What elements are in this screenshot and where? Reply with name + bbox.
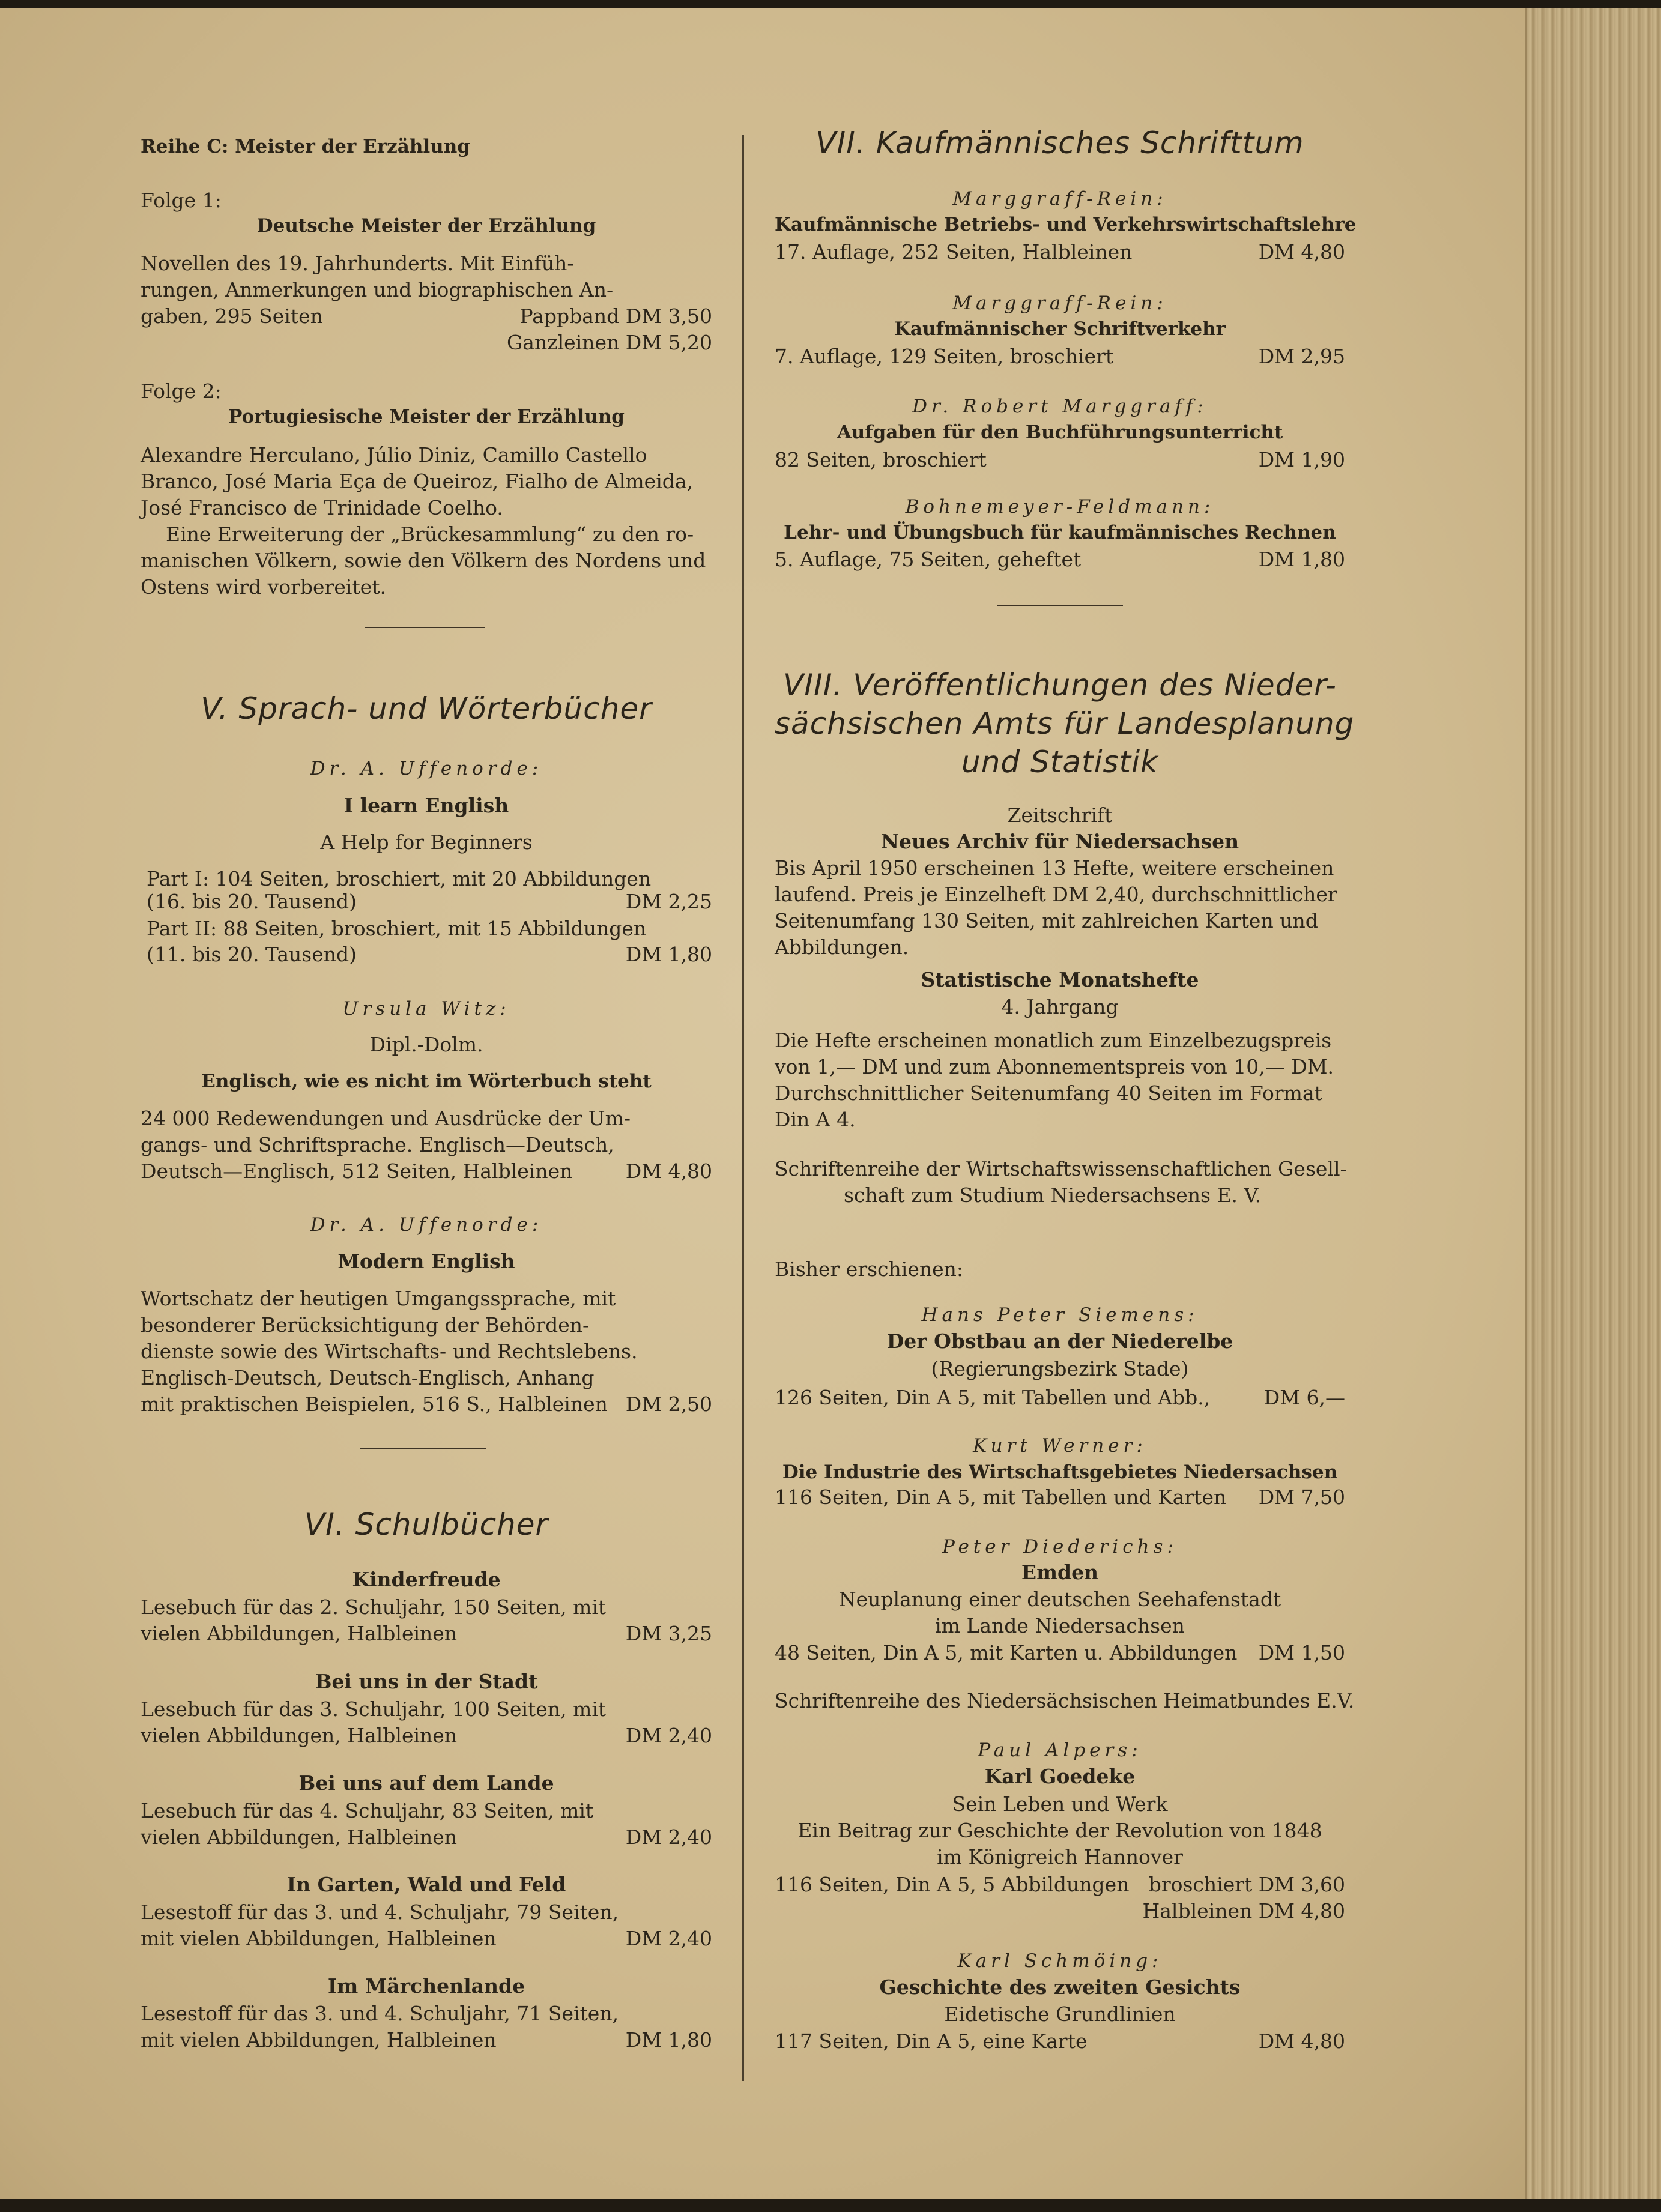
- book-subtitle: Eidetische Grundlinien: [944, 2002, 1176, 2026]
- archiv-line: Abbildungen.: [775, 935, 909, 959]
- reihe-c-heading: Reihe C: Meister der Erzählung: [141, 136, 470, 157]
- separator-rule: [365, 627, 485, 628]
- school-book-info: Lesebuch für das 3. Schuljahr, 100 Seiten, mit: [141, 1697, 607, 1721]
- folge1-title: Deutsche Meister der Erzählung: [256, 215, 596, 237]
- book-price: DM 1,50: [1258, 1641, 1345, 1664]
- book-title: Emden: [1021, 1561, 1099, 1584]
- author-line: Dr. Robert Marggraff:: [912, 396, 1208, 417]
- folge2-label: Folge 2:: [141, 379, 222, 403]
- book-title: Die Industrie des Wirtschaftsgebietes Niedersachsen: [782, 1461, 1338, 1483]
- book-info: 17. Auflage, 252 Seiten, Halbleinen: [775, 240, 1133, 264]
- book-price: DM 1,90: [1258, 448, 1345, 471]
- heimatbund-line: Schriftenreihe des Niedersächsischen Heimatbundes E.V.: [775, 1689, 1355, 1712]
- folge2-line: Branco, José Maria Eça de Queiroz, Fialho de Almeida,: [141, 470, 694, 493]
- book-info: Deutsch—Englisch, 512 Seiten, Halbleinen: [141, 1159, 573, 1183]
- book-title: Lehr- und Übungsbuch für kaufmännisches Rechnen: [784, 522, 1336, 543]
- book-subtitle: im Lande Niedersachsen: [935, 1614, 1185, 1637]
- author-line: Karl Schmöing:: [957, 1950, 1163, 1972]
- book-price: DM 2,50: [625, 1392, 712, 1416]
- section-heading: VIII. Veröffentlichungen des Nieder-: [783, 668, 1337, 703]
- school-book-price: DM 3,25: [625, 1622, 712, 1645]
- book-subtitle: (Regierungsbezirk Stade): [931, 1357, 1189, 1380]
- folge1-line: rungen, Anmerkungen und biographischen An-: [141, 278, 614, 301]
- zeitschrift-label: Zeitschrift: [1007, 803, 1113, 827]
- schriftenreihe-line: schaft zum Studium Niedersachsens E. V.: [844, 1183, 1262, 1207]
- school-book-info: vielen Abbildungen, Halbleinen: [141, 1724, 458, 1747]
- book-info: mit praktischen Beispielen, 516 S., Halbleinen: [141, 1392, 608, 1416]
- book-info: 126 Seiten, Din A 5, mit Tabellen und Abb.,: [775, 1386, 1211, 1409]
- school-book-title: Im Märchenlande: [327, 1974, 525, 1998]
- book-price: DM 7,50: [1258, 1485, 1345, 1509]
- book-subtitle: Ein Beitrag zur Geschichte der Revolution von 1848: [797, 1819, 1322, 1842]
- book-price: DM 6,—: [1263, 1386, 1345, 1409]
- folge2-line: Ostens wird vorbereitet.: [141, 575, 386, 599]
- folge2-line: José Francisco de Trinidade Coelho.: [141, 496, 503, 519]
- book-info: 7. Auflage, 129 Seiten, broschiert: [775, 345, 1114, 368]
- school-book-title: Bei uns auf dem Lande: [298, 1771, 554, 1795]
- book-price: DM 2,95: [1258, 345, 1345, 368]
- author-line: Kurt Werner:: [973, 1435, 1147, 1457]
- school-book-price: DM 2,40: [625, 1724, 712, 1747]
- book-info: (11. bis 20. Tausend): [147, 943, 357, 966]
- folge2-line: manischen Völkern, sowie den Völkern des Nordens und: [141, 549, 706, 572]
- book-price: DM 4,80: [1258, 2029, 1345, 2053]
- book-info: Wortschatz der heutigen Umgangssprache, mit: [141, 1287, 616, 1310]
- author-line: Ursula Witz:: [342, 998, 510, 1020]
- book-info: 82 Seiten, broschiert: [775, 448, 987, 471]
- folge2-line: Eine Erweiterung der „Brückesammlung“ zu den ro-: [166, 522, 694, 546]
- archiv-line: Seitenumfang 130 Seiten, mit zahlreichen Karten und: [775, 909, 1318, 932]
- monats-line: Din A 4.: [775, 1108, 856, 1131]
- book-price: Halbleinen DM 4,80: [1142, 1899, 1345, 1923]
- scan-border-top: [0, 0, 1661, 8]
- separator-rule: [360, 1448, 486, 1449]
- school-book-title: Bei uns in der Stadt: [315, 1670, 538, 1693]
- school-book-info: Lesestoff für das 3. und 4. Schuljahr, 79 Seiten,: [141, 1900, 619, 1924]
- author-line: Bohnemeyer-Feldmann:: [905, 496, 1215, 518]
- column-divider: [742, 135, 744, 2081]
- folge1-price-pappband: Pappband DM 3,50: [519, 304, 712, 328]
- school-book-info: mit vielen Abbildungen, Halbleinen: [141, 1927, 497, 1950]
- book-title: Englisch, wie es nicht im Wörterbuch steht: [201, 1071, 652, 1092]
- book-subtitle: A Help for Beginners: [320, 830, 533, 854]
- school-book-title: In Garten, Wald und Feld: [286, 1873, 566, 1896]
- archiv-line: laufend. Preis je Einzelheft DM 2,40, durchschnittlicher: [775, 883, 1337, 906]
- school-book-title: Kinderfreude: [352, 1568, 501, 1591]
- book-title: I learn English: [343, 794, 509, 817]
- page-stack-edge: [1525, 0, 1661, 2212]
- book-info: Part II: 88 Seiten, broschiert, mit 15 Abbildungen: [147, 917, 647, 940]
- book-info: 116 Seiten, Din A 5, mit Tabellen und Karten: [775, 1485, 1227, 1509]
- section-heading: V. Sprach- und Wörterbücher: [201, 691, 652, 726]
- book-info: 117 Seiten, Din A 5, eine Karte: [775, 2029, 1088, 2053]
- author-line: Hans Peter Siemens:: [921, 1304, 1199, 1326]
- folge1-price-ganzleinen: Ganzleinen DM 5,20: [506, 331, 712, 354]
- book-subtitle: Neuplanung einer deutschen Seehafenstadt: [838, 1588, 1281, 1611]
- book-subtitle: Dipl.-Dolm.: [369, 1033, 483, 1056]
- author-line: Marggraff-Rein:: [952, 292, 1167, 314]
- author-line: Paul Alpers:: [978, 1739, 1142, 1761]
- book-title: Aufgaben für den Buchführungsunterricht: [837, 422, 1283, 443]
- bisher-label: Bisher erschienen:: [775, 1257, 963, 1281]
- section-heading: VII. Kaufmännisches Schrifttum: [815, 125, 1304, 160]
- school-book-info: Lesestoff für das 3. und 4. Schuljahr, 71 Seiten,: [141, 2002, 619, 2025]
- folge2-title: Portugiesische Meister der Erzählung: [228, 406, 625, 428]
- book-info: besonderer Berücksichtigung der Behörden-: [141, 1313, 590, 1337]
- book-info: Englisch-Deutsch, Deutsch-Englisch, Anhang: [141, 1366, 595, 1389]
- folge1-line: Novellen des 19. Jahrhunderts. Mit Einfüh-: [141, 252, 574, 275]
- archiv-line: Bis April 1950 erscheinen 13 Hefte, weitere erscheinen: [775, 856, 1334, 880]
- book-info: (16. bis 20. Tausend): [147, 890, 357, 913]
- book-info: dienste sowie des Wirtschafts- und Rechtslebens.: [141, 1340, 638, 1363]
- section-heading: VI. Schulbücher: [304, 1507, 549, 1542]
- book-price: DM 4,80: [625, 1159, 712, 1183]
- book-info: 5. Auflage, 75 Seiten, geheftet: [775, 548, 1082, 571]
- book-price: DM 1,80: [1258, 548, 1345, 571]
- monats-line: Die Hefte erscheinen monatlich zum Einzelbezugspreis: [775, 1029, 1332, 1052]
- book-subtitle: im Königreich Hannover: [937, 1845, 1183, 1869]
- school-book-price: DM 1,80: [625, 2028, 712, 2052]
- book-info: 48 Seiten, Din A 5, mit Karten u. Abbildungen: [775, 1641, 1238, 1664]
- author-line: Dr. A. Uffenorde:: [310, 758, 543, 779]
- book-title: Kaufmännischer Schriftverkehr: [894, 318, 1226, 340]
- book-price: DM 2,25: [625, 890, 712, 913]
- section-heading: und Statistik: [961, 745, 1158, 779]
- book-info: gangs- und Schriftsprache. Englisch—Deutsch,: [141, 1133, 614, 1156]
- folge1-label: Folge 1:: [141, 189, 222, 212]
- book-title: Karl Goedeke: [984, 1765, 1136, 1788]
- author-line: Dr. A. Uffenorde:: [310, 1214, 543, 1236]
- monats-title: Statistische Monatshefte: [921, 968, 1199, 991]
- author-line: Marggraff-Rein:: [952, 188, 1167, 210]
- section-heading: sächsischen Amts für Landesplanung: [775, 706, 1355, 741]
- school-book-info: mit vielen Abbildungen, Halbleinen: [141, 2028, 497, 2052]
- scan-border-bottom: [0, 2199, 1661, 2212]
- author-line: Peter Diederichs:: [942, 1536, 1178, 1558]
- school-book-price: DM 2,40: [625, 1825, 712, 1849]
- book-info: 116 Seiten, Din A 5, 5 Abbildungen: [775, 1873, 1130, 1896]
- book-price: broschiert DM 3,60: [1148, 1873, 1345, 1896]
- book-subtitle: Sein Leben und Werk: [952, 1792, 1168, 1816]
- school-book-info: Lesebuch für das 2. Schuljahr, 150 Seiten, mit: [141, 1595, 607, 1619]
- book-title: Kaufmännische Betriebs- und Verkehrswirtschaftslehre: [775, 214, 1357, 235]
- book-title: Der Obstbau an der Niederelbe: [886, 1329, 1233, 1353]
- book-price: DM 1,80: [625, 943, 712, 966]
- monats-line: von 1,— DM und zum Abonnementspreis von 10,— DM.: [775, 1055, 1334, 1078]
- school-book-price: DM 2,40: [625, 1927, 712, 1950]
- school-book-info: vielen Abbildungen, Halbleinen: [141, 1622, 458, 1645]
- book-info: 24 000 Redewendungen und Ausdrücke der Um-: [141, 1107, 631, 1130]
- school-book-info: Lesebuch für das 4. Schuljahr, 83 Seiten, mit: [141, 1799, 594, 1822]
- separator-rule: [997, 605, 1123, 606]
- monats-line: Durchschnittlicher Seitenumfang 40 Seiten im Format: [775, 1081, 1322, 1105]
- schriftenreihe-line: Schriftenreihe der Wirtschaftswissenschaftlichen Gesell-: [775, 1157, 1347, 1180]
- book-title: Modern English: [337, 1250, 515, 1273]
- book-price: DM 4,80: [1258, 240, 1345, 264]
- school-book-info: vielen Abbildungen, Halbleinen: [141, 1825, 458, 1849]
- book-title: Geschichte des zweiten Gesichts: [879, 1975, 1241, 1999]
- monats-sub: 4. Jahrgang: [1001, 995, 1119, 1018]
- archiv-title: Neues Archiv für Niedersachsen: [880, 830, 1239, 853]
- book-info: Part I: 104 Seiten, broschiert, mit 20 Abbildungen: [147, 867, 652, 890]
- folge1-line: gaben, 295 Seiten: [141, 304, 323, 328]
- folge2-line: Alexandre Herculano, Júlio Diniz, Camillo Castello: [141, 443, 647, 467]
